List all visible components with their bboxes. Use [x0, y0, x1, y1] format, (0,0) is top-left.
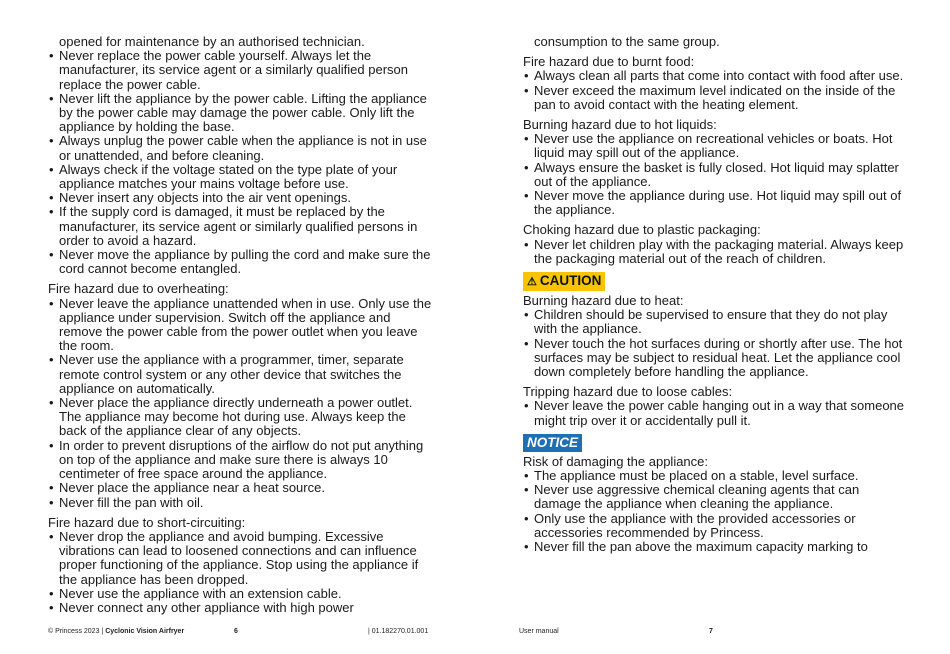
caution-badge	[523, 272, 605, 291]
hot-liquids-section	[523, 118, 908, 217]
section-heading: Burning hazard due to hot liquids:	[523, 117, 717, 133]
bullet-item: • The appliance must be placed on a stable, level surface.	[523, 469, 908, 483]
bullet-item: • Never fill the pan above the maximum capacity marking to	[523, 540, 908, 554]
damage-section	[523, 455, 908, 554]
intro-bullet-list	[48, 49, 433, 276]
bullet-list	[523, 308, 908, 379]
bullet-item: • Never leave the power cable hanging out in a way that someone might trip over it or accidentally pull it.	[523, 399, 908, 427]
bullet-item: • Always check if the voltage stated on the type plate of your appliance matches your mains voltage before use.	[48, 163, 433, 191]
burnt-food-section	[523, 55, 908, 112]
bullet-item: • Never lift the appliance by the power cable. Lifting the appliance by the power cable may damage the power cable. Only lift the appliance by holding the base.	[48, 92, 433, 135]
bullet-item: • Never insert any objects into the air vent openings.	[48, 191, 433, 205]
section-heading: Choking hazard due to plastic packaging:	[523, 222, 761, 238]
bullet-item: • In order to prevent disruptions of the airflow do not put anything on top of the appliance and make sure there is always 10 centimeter of free space around the appliance.	[48, 439, 433, 482]
bullet-item: • Never touch the hot surfaces during or shortly after use. The hot surfaces may be subject to residual heat. Let the appliance cool down completely before handling the appliance.	[523, 337, 908, 380]
bullet-item: • Never connect any other appliance with high power	[48, 601, 433, 615]
choking-section	[523, 223, 908, 266]
notice-badge	[523, 434, 582, 452]
bullet-item: • Never move the appliance during use. Hot liquid may spill out of the appliance.	[523, 189, 908, 217]
bullet-item: • Never place the appliance near a heat source.	[48, 481, 433, 495]
bullet-list	[523, 132, 908, 217]
footer-separator: |	[101, 628, 104, 635]
manual-label: User manual	[519, 628, 559, 635]
caution-label: CAUTION	[539, 273, 602, 289]
footer-copyright	[48, 628, 184, 635]
bullet-item: • Never use aggressive chemical cleaning agents that can damage the appliance when cleaning the appliance.	[523, 483, 908, 511]
bullet-item: • Always clean all parts that come into contact with food after use.	[523, 69, 908, 83]
bullet-item: • Never let children play with the packaging material. Always keep the packaging material out of the reach of children.	[523, 238, 908, 266]
bullet-item: • Never replace the power cable yourself. Always let the manufacturer, its service agent or a similarly qualified person replace the power cable.	[48, 49, 433, 92]
notice-label: NOTICE	[527, 434, 579, 450]
bullet-item: • Never use the appliance on recreational vehicles or boats. Hot liquid may spill out of the appliance.	[523, 132, 908, 160]
bullet-item: • Never exceed the maximum level indicated on the inside of the pan to avoid contact with the heating element.	[523, 84, 908, 112]
copyright-text: © Princess 2023	[48, 628, 100, 635]
page-number-right: 7	[709, 628, 713, 635]
section-heading: Risk of damaging the appliance:	[523, 453, 709, 469]
section-heading: Fire hazard due to short-circuiting:	[48, 514, 246, 530]
right-page-column	[523, 35, 908, 554]
bullet-item: • Never use the appliance with an extension cable.	[48, 587, 433, 601]
section-heading: Fire hazard due to burnt food:	[523, 54, 695, 70]
bullet-item: • Never place the appliance directly underneath a power outlet. The appliance may become hot during use. Always keep the back of the appliance clear of any objects.	[48, 396, 433, 439]
bullet-item: • Always ensure the basket is fully closed. Hot liquid may splatter out of the appliance.	[523, 161, 908, 189]
tripping-section	[523, 385, 908, 428]
bullet-list	[523, 399, 908, 427]
bullet-item: • If the supply cord is damaged, it must be replaced by the manufacturer, its service agent or similarly qualified persons in order to avoid a hazard.	[48, 205, 433, 248]
bullet-list	[48, 530, 433, 615]
bullet-item: • Never move the appliance by pulling the cord and make sure the cord cannot become entangled.	[48, 248, 433, 276]
bullet-item: • Only use the appliance with the provided accessories or accessories recommended by Princess.	[523, 512, 908, 540]
bullet-item: • Never fill the pan with oil.	[48, 496, 433, 510]
bullet-list	[523, 69, 908, 112]
continuation-text: opened for maintenance by an authorised technician.	[59, 34, 365, 49]
section-heading: Tripping hazard due to loose cables:	[523, 384, 733, 400]
warning-triangle-icon: ⚠	[527, 276, 537, 289]
bullet-item: • Never drop the appliance and avoid bumping. Excessive vibrations can lead to loosened connections and can influence proper functioning of the appliance. Stop using the appliance if the appliance has been dropped.	[48, 530, 433, 587]
bullet-item: • Always unplug the power cable when the appliance is not in use or unattended, and before cleaning.	[48, 134, 433, 162]
overheating-section	[48, 282, 433, 509]
bullet-list	[523, 469, 908, 554]
page-number-left: 6	[234, 628, 238, 635]
bullet-list	[523, 238, 908, 266]
product-name: Cyclonic Vision Airfryer	[105, 628, 185, 635]
short-circuit-section	[48, 516, 433, 615]
bullet-item: • Never leave the appliance unattended when in use. Only use the appliance under supervision. Switch off the appliance and remove the power cable from the power outlet when you leave the room.	[48, 297, 433, 354]
bullet-list	[48, 297, 433, 510]
left-page-column	[48, 35, 433, 615]
heat-section	[523, 294, 908, 379]
document-number: | 01.182270.01.001	[368, 628, 429, 635]
section-heading: Burning hazard due to heat:	[523, 293, 684, 309]
bullet-item: • Children should be supervised to ensure that they do not play with the appliance.	[523, 308, 908, 336]
bullet-item: • Never use the appliance with a programmer, timer, separate remote control system or any other device that switches the appliance on automatically.	[48, 353, 433, 396]
continuation-text: consumption to the same group.	[534, 34, 720, 49]
section-heading: Fire hazard due to overheating:	[48, 281, 229, 297]
